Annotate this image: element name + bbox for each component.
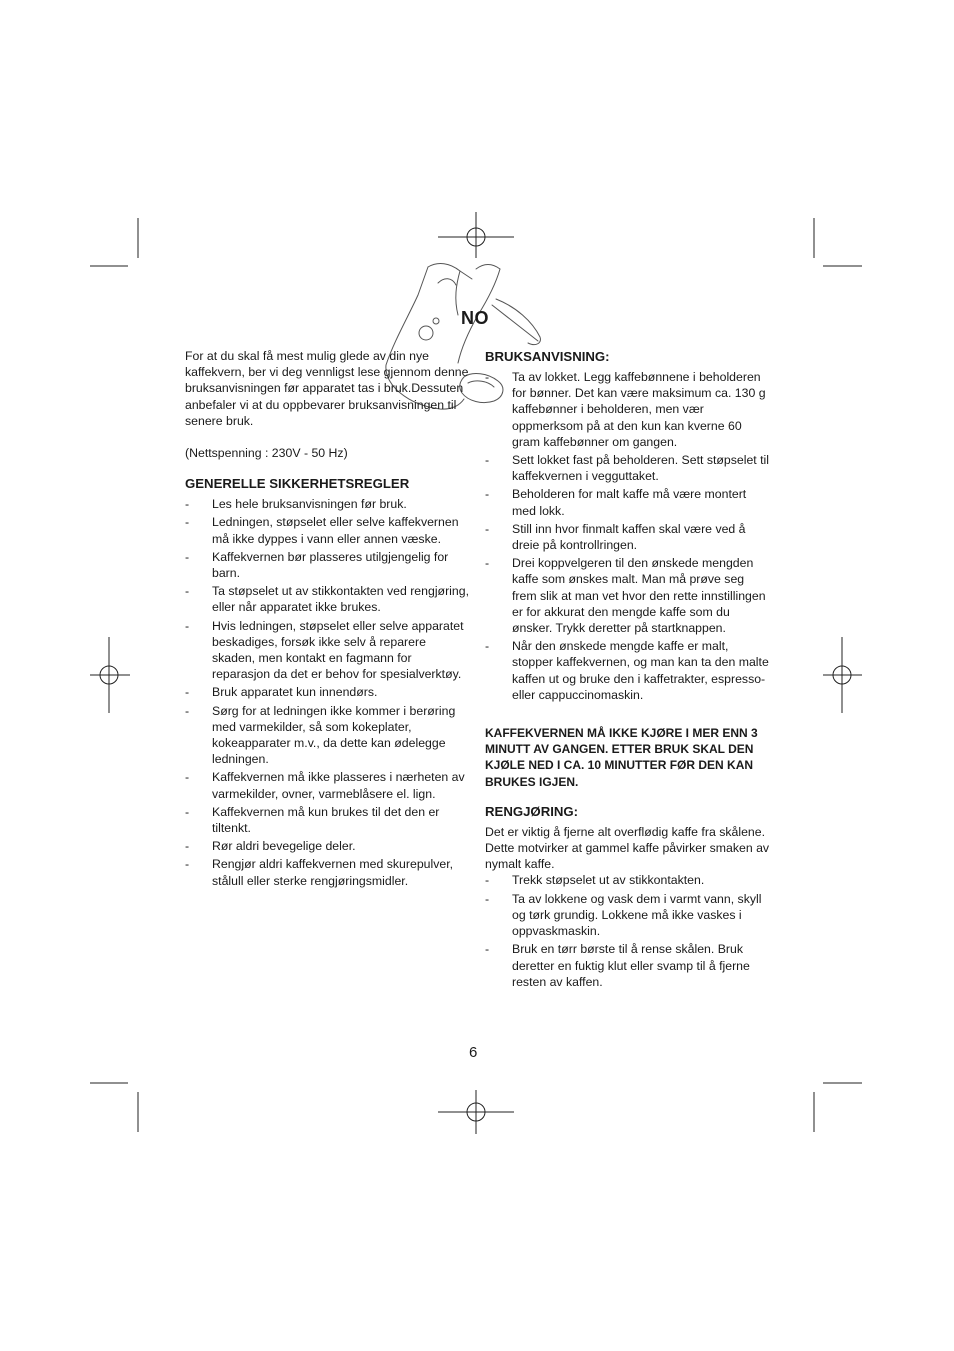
page-number: 6 <box>469 1044 478 1061</box>
list-item: - Bruk en tørr børste til å rense skålen. Bruk deretter en fuktig klut eller svamp til å fjerne resten av kaffen. <box>485 942 750 989</box>
list-item: - Drei koppvelgeren til den ønskede mengden kaffe som ønskes malt. Man må prøve seg frem slik at man vet hvor den rette innstillingen er for akkurat den mengde kaffe som du ønsker. Trykk deretter på startknappen. <box>485 556 766 636</box>
list-dash: - <box>485 370 490 384</box>
cleaning-heading: RENGJØRING: <box>485 803 579 819</box>
list-dash: - <box>485 521 490 536</box>
list-item: - Når den ønskede mengde kaffe er malt, stopper kaffekvernen, og man kan ta den malte kaffen ut og bruke den i kaffetrakter, espresso- eller cappuccinomaskin. <box>485 639 769 702</box>
instructions-list <box>485 369 770 703</box>
list-item: - Trekk støpselet ut av stikkontakten. <box>485 873 705 888</box>
intro-paragraph: For at du skal få mest mulig glede av din nye kaffekvern, ber vi deg vennligst lese gjennom denne bruksanvisningen før apparatet tas i bruk.Dessuten anbefaler vi at du oppbevarer bruksanvisningen til senere bruk. <box>185 349 469 428</box>
list-item: - Kaffekvernen bør plasseres utilgjengelig for barn. <box>185 549 449 581</box>
list-dash: - <box>185 839 190 854</box>
list-dash: - <box>485 891 490 906</box>
list-dash: - <box>185 618 190 633</box>
list-dash: - <box>185 685 190 700</box>
list-item: - Still inn hvor finmalt kaffen skal være ved å dreie på kontrollringen. <box>485 521 746 553</box>
list-dash: - <box>485 873 490 888</box>
left-column <box>185 348 470 891</box>
list-item: - Ta av lokket. Legg kaffebønnene i beholderen for bønner. Det kan være maksimum ca. 130 g kaffebønner i beholderen, men vær oppmerksom på at den kun kan kverne 60 gram kaffebønner om gangen. <box>485 370 766 449</box>
list-dash: - <box>185 549 190 564</box>
voltage-note: (Nettspenning : 230V - 50 Hz) <box>185 446 348 461</box>
list-dash: - <box>485 487 490 502</box>
instructions-heading: BRUKSANVISNING: <box>485 349 610 364</box>
list-dash: - <box>185 497 190 512</box>
right-column <box>485 348 770 992</box>
list-dash: - <box>185 857 190 872</box>
list-dash: - <box>185 584 190 599</box>
list-item: - Beholderen for malt kaffe må være montert med lokk. <box>485 487 747 518</box>
list-dash: - <box>185 804 190 819</box>
list-item: - Sett lokket fast på beholderen. Sett støpselet til kaffekvernen i vegguttaket. <box>485 453 770 484</box>
list-item: - Kaffekvernen må ikke plasseres i nærheten av varmekilder, ovner, varmeblåsere el. lign. <box>185 770 465 801</box>
list-dash: - <box>485 556 490 571</box>
list-item: - Ledningen, støpselet eller selve kaffekvernen må ikke dyppes i vann eller annen væske. <box>185 515 459 546</box>
list-item: - Bruk apparatet kun innendørs. <box>185 685 378 700</box>
list-dash: - <box>185 515 190 530</box>
list-dash: - <box>485 942 490 957</box>
cleaning-list <box>485 872 770 989</box>
list-dash: - <box>185 703 190 718</box>
list-item: - Ta av lokkene og vask dem i varmt vann, skyll og tørk grundig. Lokkene må ikke vaskes i oppvaskmaskin. <box>485 891 762 939</box>
usage-warning: KAFFEKVERNEN MÅ IKKE KJØRE I MER ENN 3 MINUTT AV GANGEN. ETTER BRUK SKAL DEN KJØLE NED I CA. 10 MINUTTER FØR DEN KAN BRUKES IGJEN. <box>485 726 758 789</box>
list-item: - Les hele bruksanvisningen før bruk. <box>185 497 407 512</box>
language-code: NO <box>461 308 489 328</box>
list-item: - Hvis ledningen, støpselet eller selve apparatet beskadiges, forsøk ikke selv å reparere skaden, men kontakt en fagmann for reparasjon da det er behov for spesialverktøy. <box>185 618 464 682</box>
safety-heading: GENERELLE SIKKERHETSREGLER <box>185 476 410 492</box>
list-dash: - <box>485 453 490 468</box>
safety-list <box>185 496 470 889</box>
list-item: - Rengjør aldri kaffekvernen med skurepulver, stålull eller sterke rengjøringsmidler. <box>185 857 454 888</box>
cleaning-intro: Det er viktig å fjerne alt overflødig kaffe fra skålene. Dette motvirker at gammel kaffe påvirker smaken av nymalt kaffe. <box>485 824 770 872</box>
list-item: - Sørg for at ledningen ikke kommer i berøring med varmekilder, så som kokeplater, kokeapparater m.v., da dette kan ødelegge ledningen. <box>185 703 456 767</box>
list-item: - Ta støpselet ut av stikkontakten ved rengjøring, eller når apparatet ikke brukes. <box>185 584 469 615</box>
list-dash: - <box>185 770 190 785</box>
list-item: - Rør aldri bevegelige deler. <box>185 839 356 854</box>
list-item: - Kaffekvernen må kun brukes til det den er tiltenkt. <box>185 804 440 836</box>
list-dash: - <box>485 639 490 654</box>
